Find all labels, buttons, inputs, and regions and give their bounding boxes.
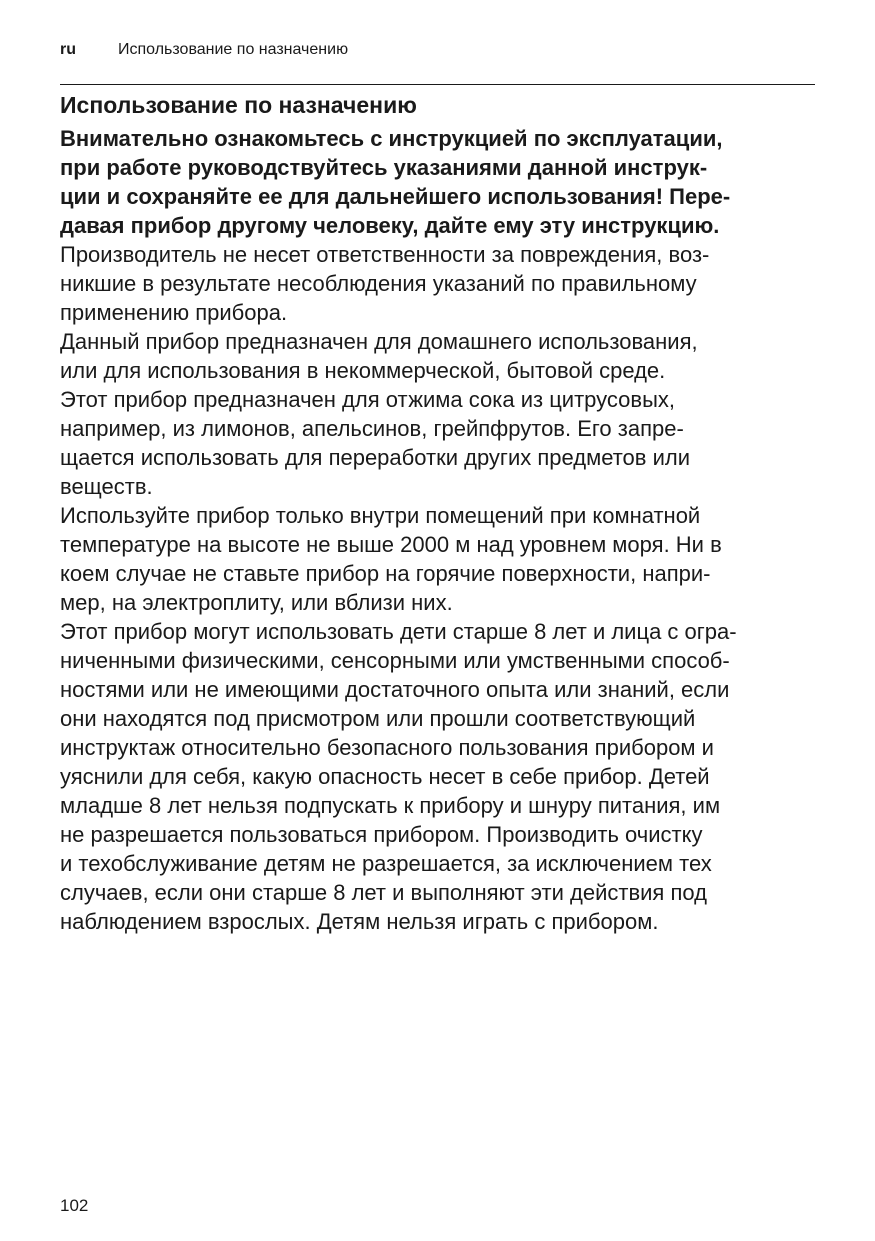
paragraph-line: Данный прибор предназначен для домашнего использования, [60, 329, 698, 354]
intro-warning [60, 124, 820, 240]
running-header [60, 40, 348, 60]
paragraph-line: или для использования в некоммерческой, бытовой среде. [60, 358, 666, 383]
paragraph-household-use [60, 327, 820, 385]
intro-line: Внимательно ознакомьтесь с инструкцией по эксплуатации, [60, 126, 723, 151]
paragraph-line: и техобслуживание детям не разрешается, за исключением тех [60, 851, 712, 876]
paragraph-line: не разрешается пользоваться прибором. Производить очистку [60, 822, 703, 847]
paragraph-line: инструктаж относительно безопасного пользования прибором и [60, 735, 714, 760]
paragraph-line: наблюдением взрослых. Детям нельзя играть с прибором. [60, 909, 659, 934]
paragraph-line: коем случае не ставьте прибор на горячие поверхности, напри- [60, 561, 711, 586]
paragraph-line: случаев, если они старше 8 лет и выполняют эти действия под [60, 880, 707, 905]
intro-line: ции и сохраняйте ее для дальнейшего использования! Пере- [60, 184, 731, 209]
paragraph-line: ностями или не имеющими достаточного опыта или знаний, если [60, 677, 730, 702]
paragraph-line: Используйте прибор только внутри помещений при комнатной [60, 503, 701, 528]
paragraph-line: применению прибора. [60, 300, 288, 325]
paragraph-line: температуре на высоте не выше 2000 м над уровнем моря. Ни в [60, 532, 722, 557]
paragraph-line: Этот прибор могут использовать дети старше 8 лет и лица с огра- [60, 619, 737, 644]
paragraph-line: например, из лимонов, апельсинов, грейпфрутов. Его запре- [60, 416, 684, 441]
paragraph-line: Производитель не несет ответственности за повреждения, воз- [60, 242, 710, 267]
paragraph-line: мер, на электроплиту, или вблизи них. [60, 590, 453, 615]
paragraph-indoor-use [60, 501, 820, 617]
section-title: Использование по назначению [60, 92, 417, 118]
paragraph-line: они находятся под присмотром или прошли соответствующий [60, 706, 696, 731]
intro-line: при работе руководствуйтесь указаниями данной инструк- [60, 155, 708, 180]
header-divider [60, 84, 815, 85]
paragraph-line: веществ. [60, 474, 153, 499]
page-number: 102 [60, 1196, 89, 1215]
running-title: Использование по назначению [118, 41, 349, 58]
paragraph-purpose [60, 385, 820, 501]
language-code: ru [60, 41, 76, 58]
paragraph-line: ниченными физическими, сенсорными или умственными способ- [60, 648, 730, 673]
main-content [60, 90, 820, 936]
intro-line: давая прибор другому человеку, дайте ему эту инструкцию. [60, 213, 720, 238]
paragraph-liability [60, 240, 820, 327]
paragraph-line: уяснили для себя, какую опасность несет в себе прибор. Детей [60, 764, 710, 789]
paragraph-line: младше 8 лет нельзя подпускать к прибору и шнуру питания, им [60, 793, 721, 818]
paragraph-line: щается использовать для переработки других предметов или [60, 445, 691, 470]
paragraph-children-safety [60, 617, 820, 936]
paragraph-line: никшие в результате несоблюдения указаний по правильному [60, 271, 697, 296]
paragraph-line: Этот прибор предназначен для отжима сока из цитрусовых, [60, 387, 675, 412]
